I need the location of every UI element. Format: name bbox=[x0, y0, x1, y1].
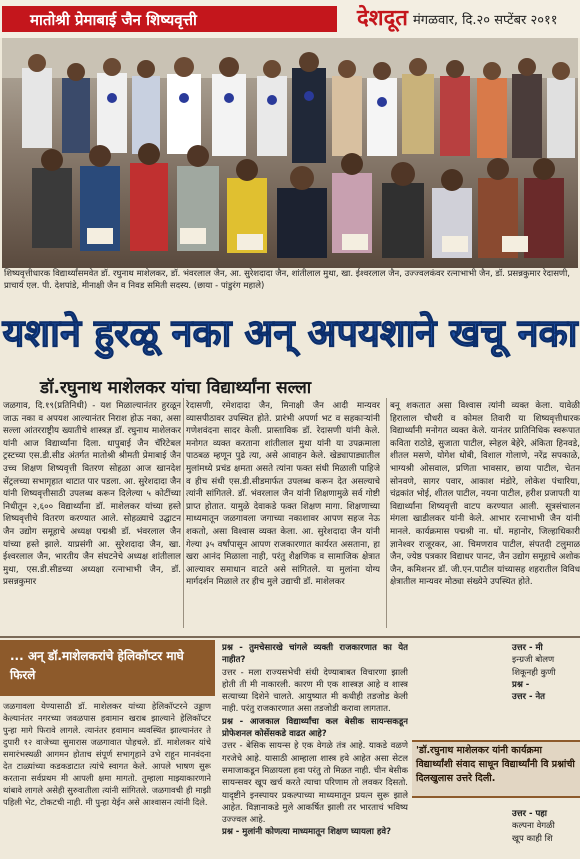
page-header bbox=[0, 0, 580, 38]
article-column-2: रेदासणी, रमेशदादा जैन, मिनाक्षी जैन आदी मान्यवर व्यासपीठावर उपस्थित होते. प्रारंभी अपर्णा भट व सहकाऱ्यांनी गणेशवंदना सादर केली. प्रास्ताविक डॉ. रेदासणी यांनी केले. मनोगत व्यक्त करताना शांतीलाल मुथा यांनी या उपक्रमाला पाठबळ म्हणून पुढे त्या, असे आवाहन केले. खेड्यापाड्यातील मुलांमध्ये प्रचंड क्षमता असते त्यांना फक्त संधी मिळाली पाहिजे व हीच संधी एस.डी.सीडमार्फत उपलब्ध करून देत असल्याचे त्यांनी सांगितले. डॉ. भंवरलाल जैन यांनी शिक्षणामुळे सर्व गोष्टी प्राप्त होतात. यामुळे देवाकडे फक्त शिक्षण मागा. शिक्षणाच्या माध्यमातून जळगावला जगाच्या नकाशावर आपण सहज नेऊ शकतो, असा विश्वास व्यक्त केला. आ. सुरेशदादा जैन यांनी गेल्या ३५ वर्षांपासून आपण राजकारणात कार्यरत असताना, हा खरा आनंद मिळाला नाही, परंतु शैक्षणिक व सामाजिक क्षेत्रात आल्यावर समाधान वाटते असे सांगितले. या मुलांना योग्य मार्गदर्शन मिळाले तर हीच मुले उद्याची डॉ. माशेलकर bbox=[186, 401, 380, 588]
sidebar-heading-box bbox=[0, 640, 215, 696]
column-divider bbox=[386, 398, 387, 628]
group-photo-image bbox=[2, 38, 578, 268]
newspaper-masthead: देशदूत bbox=[357, 5, 408, 31]
column-divider bbox=[183, 398, 184, 628]
photo-caption: शिष्यवृत्तीधारक विद्यार्थ्यांसमवेत डॉ. रघुनाथ माशेलकर, डॉ. भंवरलाल जैन, आ. सुरेशदादा जैन, शांतीलाल मुथा, खा. ईश्वरलाल जैन, उज्ज्वलकंवर रत्नाभाभी जैन, डॉ. प्रसन्नकुमार रेदासणी, प्राचार्य एल. पी. देशपांडे, मीनाक्षी जैन व निवड समिती सदस्य. (छाया - पांडुरंग महाले) bbox=[4, 269, 570, 291]
interview-question: प्रश्न - मुलांनी कोणत्या माध्यमातून शिक्षण घ्यायला हवे? bbox=[222, 827, 392, 838]
scholarship-title: मातोश्री प्रेमाबाई जैन शिष्यवृत्ती bbox=[30, 11, 197, 29]
interview-fragment: खूप काही शि bbox=[512, 833, 553, 844]
issue-date: मंगळवार, दि.२० सप्टेंबर २०११ bbox=[413, 13, 558, 28]
group-photo bbox=[2, 38, 578, 268]
interview-fragment: उत्तर - पहा bbox=[512, 809, 547, 819]
interview-question: प्रश्न - आजकाल विद्यार्थ्यांचा कल बेसीक सायन्सकडून प्रोफेशनल कोर्सेसकडे वाढत आहे? bbox=[222, 716, 408, 740]
interview-question: प्रश्न - तुमचेसारखे चांगले व्यक्ती राजकारणात का येत नाहीत? bbox=[222, 643, 408, 666]
interview-answer: उत्तर - मला राज्यसभेची संधी देण्याबाबत विचारणा झाली होती ती मी नाकारली. कारण मी एक शास्त्रज्ञ आहे व शास्त्र सत्याच्या दिशेने चालते. आयुष्यात मी कधीही तडजोड केली नाही. परंतु राजकारणात असा तडजोडी करावा लागतात. bbox=[222, 667, 408, 715]
interview-fragment: प्रश्न - bbox=[512, 679, 530, 690]
interview-column bbox=[222, 642, 408, 858]
sub-headline: डॉ.रघुनाथ माशेलकर यांचा विद्यार्थ्यांना सल्ला bbox=[40, 378, 312, 398]
headline: यशाने हुरळू नका अन् अपयशाने खचू नका bbox=[2, 311, 580, 355]
interview-fragment: इन्ग्रजी बोलण bbox=[512, 655, 555, 666]
interview-fragment: कल्पना वेगळी bbox=[512, 821, 555, 832]
interview-fragment: शिकूनही कुणी bbox=[512, 667, 556, 678]
sidebar-body: जळगावला येण्यासाठी डॉ. माशेलकर यांच्या हेलिकॉप्टरने उड्डाण केल्यानंतर नगरच्या जवळपास हवामान खराब झाल्याने हेलिकॉप्टर पुन्हा मागे फिरावे लागले. त्यानंतर हवामान व्यवस्थित झाल्यानंतर ते दुपारी १२ वाजेच्या सुमारास जळगावात पोहचले. डॉ. माशेलकर यांचे समारंभस्थळी आगमन होताच संपूर्ण सभागृहाने उभे राहून मानवंदना देत टाळ्यांच्या कडकडाटात त्यांचे स्वागत केले. आपले भाषण सुरू करताना सर्वप्रथम मी आपली क्षमा मागतो. तुम्हाला माझ्याकारणाने थांबावे लागले असेही सुरुवातीला त्यांनी सांगितले. जळगावची ही माझी पहिली भेट, टोकटची नाही. मी पुन्हा येईन असे आश्वासन त्यांनी दिले. bbox=[3, 701, 211, 807]
article-column-1: जळगाव, दि.१९(प्रतिनिधी) - यश मिळाल्यानंतर हुरळून जाऊ नका व अपयश आल्यानंतर निराश होऊ नका, असा सल्ला आंतरराष्ट्रीय ख्यातीचे शास्त्रज्ञ डॉ. रघुनाथ माशेलकर यांनी आज विद्यार्थ्यांना दिला. धापुबाई जैन चॅरिटेबल ट्रस्टच्या एस.डी.सीड अंतर्गत मातोश्री श्रीमती प्रेमाबाई जैन उच्च शिक्षण शिष्यवृत्ती वितरण सोहळा आज खानदेश सेंट्रलच्या सभागृहात थाटात पार पडला. आ. सुरेशदादा जैन यांनी शिष्यवृत्तीसाठी उपलब्ध करून दिलेल्या ५ कोटींच्या निधीतून २,६०० विद्यार्थ्यांना डॉ. माशेलकर यांच्या हस्ते शिष्यवृत्तीचे वितरण करण्यात आले. सोहळ्याचे उद्घाटन जैन उद्योग समूहाचे अध्यक्ष पद्मश्री डॉ. भंवरलाल जैन यांच्या हस्ते झाले. याप्रसंगी आ. सुरेशदादा जैन, खा. ईश्वरलाल जैन, भारतीय जैन संघटनेचे अध्यक्ष शांतीलाल मुथा, एस.डी.सीडच्या अध्यक्षा रत्नाभाभी जैन, डॉ. प्रसन्नकुमार bbox=[3, 401, 181, 588]
sidebar-heading: ... अन् डॉ.माशेलकरांचे हेलिकॉप्टर माघे फिरले bbox=[10, 649, 184, 682]
article-column-3: बनू शकतात असा विश्वास त्यांनी व्यक्त केला. यावेळी हिरालाल चौधरी व कोमल तिवारी या शिष्यवृत्तीधारक विद्यार्थ्यांनी मनोगत व्यक्त केले. यानंतर प्रातिनिधिक स्वरूपात कविता राठोडे, सुजाता पाटील, स्नेहल बेहेरे, अंकिता हिनवडे, शीतल मसणे, योगेश धोबी, विशाल गोलाणे, नरेंद्र सपकाळे, भाग्यश्री ओसवाल, प्रणिता भावसार, छाया पाटील, चेतन सोनवणे, सागर पवार, आकाश मंडोरे, लोकेश पंचारिया, चंद्रकांत भोई, शीतल पाटील, नयना पाटील, हरीश प्रजापती या विद्यार्थ्यांना शिष्यवृत्ती वाटप करण्यात आली. सूत्रसंचालन मंगला खाडीलकर यांनी केले. आभार रत्नाभाभी जैन यांनी मानले. कार्यक्रमास पद्मश्री ना. धों. महानोर, जिल्हाधिकारी ज्ञानेश्वर राजूरकर, आ. चिमणराव पाटील, संपतदी टलुमाळ जैन, ज्येष्ठ पत्रकार विद्याधर पानट, जैन उद्योग समूहाचे अशोक जैन, कमिशनर डॉ. जी.एन.पाटील यांच्यासह शहरातील विविध क्षेत्रातील मान्यवर मोठ्या संख्येने उपस्थित होते. bbox=[390, 401, 580, 588]
interview-answer: उत्तर - बेसिक सायन्स हे एक वेगळे तंत्र आहे. याकडे वळणे गरजेचे आहे. यासाठी आम्हाला शास्त्र हवे आहेत असा सेटल समाजाकडून मिळायला हवा परंतु तो मिळत नाही. चीन बेसीक सायन्सवर खूप खर्च करते त्याचा परिणाम तो लवकर दिसतो. यादृष्टीने इनस्पायर प्रकल्पाच्या माध्यमातून प्रयत्न सुरू झाले आहेत. विज्ञानाकडे मुले आकर्षित झाली तर भारताचं भविष्य उज्ज्वल आहे. bbox=[222, 741, 408, 826]
section-divider bbox=[0, 636, 580, 638]
interview-right-bottom bbox=[512, 808, 580, 845]
highlight-quote: 'डॉ.रघुनाथ माशेलकर यांनी कार्यक्रमा विद्यार्थ्यांशी संवाद साधून विद्यार्थ्यांनी वि प्रश्नांची दिलखुलास उत्तरे दिली. bbox=[412, 740, 580, 798]
interview-fragment: उत्तर - मी bbox=[512, 643, 543, 653]
interview-fragment: उत्तर - नेत bbox=[512, 692, 546, 703]
headline-banner bbox=[0, 298, 580, 360]
